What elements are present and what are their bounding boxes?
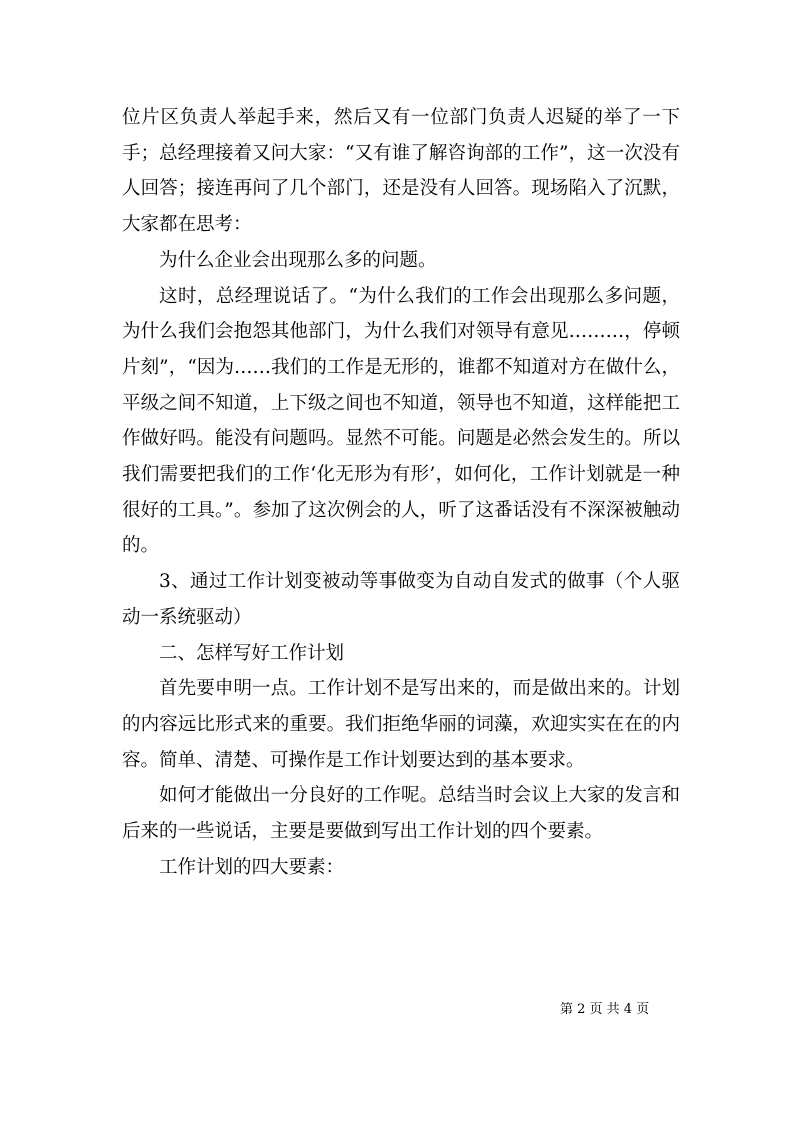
paragraph-1: 位片区负责人举起手来，然后又有一位部门负责人迟疑的举了一下手；总经理接着又问大家：“又有谁了解咨询部的工作”，这一次没有人回答；接连再问了几个部门，还是没有人回答。现场陷入了沉默，大家都在思考： (122, 107, 680, 236)
paragraph-2: 为什么企业会出现那么多的问题。 (159, 249, 437, 271)
paragraph-3: 这时，总经理说话了。“为什么我们的工作会出现那么多问题，为什么我们会抱怨其他部门，为什么我们对领导有意见………，停顿片刻”，“因为……我们的工作是无形的，谁都不知道对方在做什么，平级之间不知道，上下级之间也不知道，领导也不知道，这样能把工作做好吗。能没有问题吗。显然不可能。问题是必然会发生的。所以我们需要把我们的工作‘化无形为有形’，如何化，工作计划就是一种很好的工具。”。参加了这次例会的人，听了这番话没有不深深被触动的。 (122, 285, 680, 557)
paragraph-5: 首先要申明一点。工作计划不是写出来的，而是做出来的。计划的内容远比形式来的重要。我们拒绝华丽的词藻，欢迎实实在在的内容。简单、清楚、可操作是工作计划要达到的基本要求。 (122, 678, 680, 771)
document-body (122, 100, 680, 885)
page-number-footer: 第 2 页 共 4 页 (560, 1002, 650, 1017)
paragraph-6: 如何才能做出一分良好的工作呢。总结当时会议上大家的发言和后来的一些说话，主要是要做到写出工作计划的四个要素。 (122, 785, 680, 843)
paragraph-4: 3、通过工作计划变被动等事做变为自动自发式的做事（个人驱动一系统驱动） (122, 571, 680, 628)
section-heading: 二、怎样写好工作计划 (159, 642, 345, 664)
paragraph-7: 工作计划的四大要素： (159, 856, 345, 878)
